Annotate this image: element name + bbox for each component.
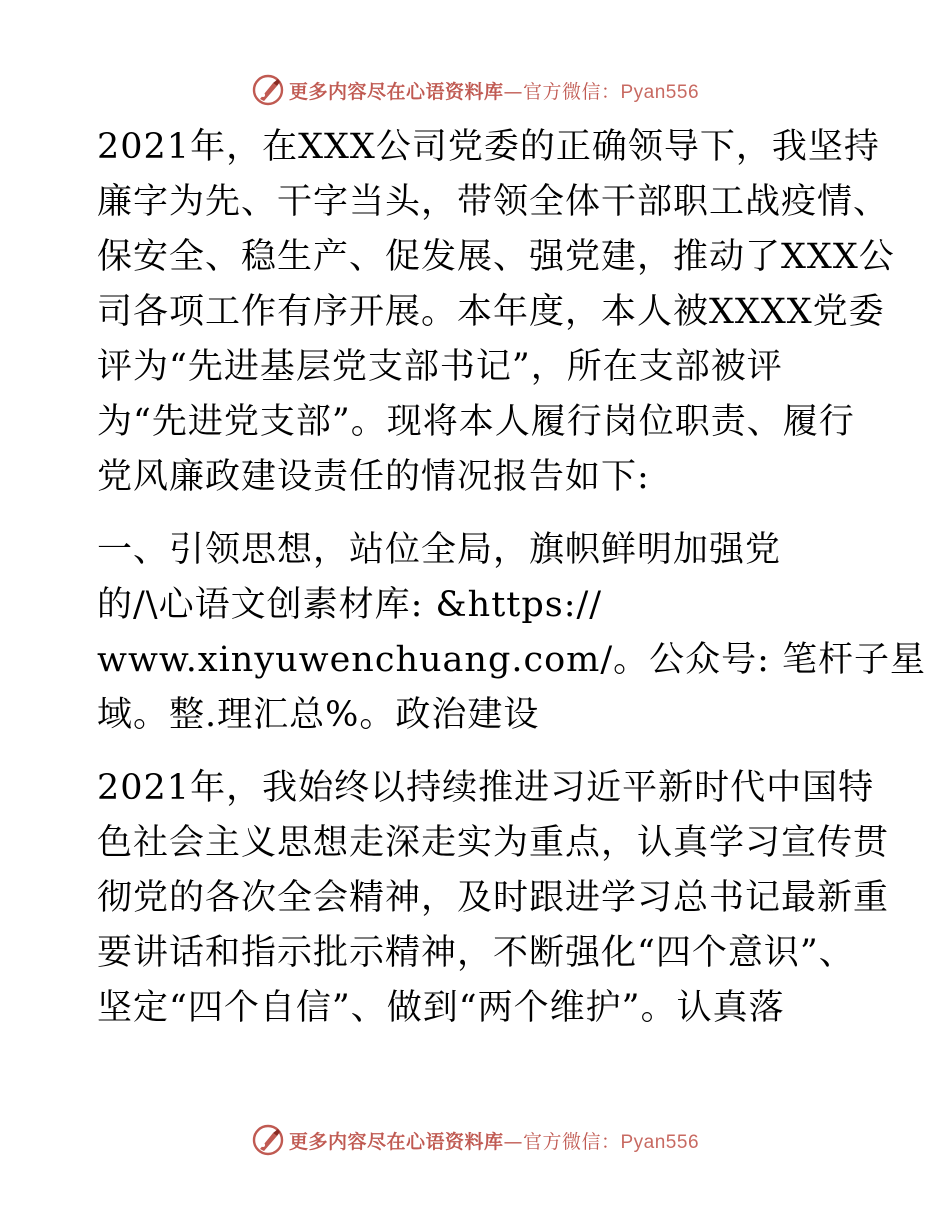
text-line: 2021年，在XXX公司党委的正确领导下，我坚持 xyxy=(97,127,880,167)
text-line: 司各项工作有序开展。本年度，本人被XXXX党委 xyxy=(97,292,885,332)
watermark-text xyxy=(289,77,699,104)
header-watermark xyxy=(0,70,950,110)
text-line: 廉字为先、干字当头，带领全体干部职工战疫情、 xyxy=(97,182,890,222)
quill-pen-logo-icon xyxy=(251,1123,285,1157)
quill-pen-logo-icon xyxy=(251,73,285,107)
watermark-wechat-label: 官方微信： xyxy=(522,1130,621,1153)
document-body xyxy=(97,120,927,1036)
paragraph-spacer xyxy=(97,743,857,761)
watermark-wechat-id: Pyan556 xyxy=(620,1131,700,1153)
paragraph-section-heading xyxy=(97,523,927,743)
text-line: 要讲话和指示批示精神，不断强化“四个意识”、 xyxy=(97,933,855,973)
text-line: 保安全、稳生产、促发展、强党建，推动了XXX公 xyxy=(97,237,895,277)
watermark-dash: — xyxy=(503,1130,523,1153)
paragraph-spacer xyxy=(97,505,857,523)
watermark-wechat-label: 官方微信： xyxy=(522,80,621,103)
text-line: 域。整.理汇总%。政治建设 xyxy=(97,695,540,735)
footer-watermark xyxy=(0,1120,950,1160)
text-line: 一、引领思想，站位全局，旗帜鲜明加强党 xyxy=(97,530,782,570)
text-line: 为“先进党支部”。现将本人履行岗位职责、履行 xyxy=(97,402,855,442)
watermark-text xyxy=(289,1127,699,1154)
text-line: 彻党的各次全会精神，及时跟进学习总书记最新重 xyxy=(97,878,890,918)
paragraph-intro xyxy=(97,120,895,505)
watermark-wechat-id: Pyan556 xyxy=(620,81,700,103)
watermark-main: 更多内容尽在心语资料库 xyxy=(288,1130,504,1153)
text-line: 色社会主义思想走深走实为重点，认真学习宣传贯 xyxy=(97,823,890,863)
watermark-dash: — xyxy=(503,80,523,103)
text-line: 的/\心语文创素材库: &https:// xyxy=(97,585,603,625)
text-line: www.xinyuwenchuang.com/。公众号: 笔杆子星 xyxy=(97,640,927,680)
paragraph-body xyxy=(97,761,890,1036)
text-line: 评为“先进基层党支部书记”，所在支部被评 xyxy=(97,347,783,387)
text-line: 2021年，我始终以持续推进习近平新时代中国特 xyxy=(97,768,875,808)
text-line: 坚定“四个自信”、做到“两个维护”。认真落 xyxy=(97,988,785,1028)
watermark-main: 更多内容尽在心语资料库 xyxy=(288,80,504,103)
text-line: 党风廉政建设责任的情况报告如下: xyxy=(97,457,650,497)
